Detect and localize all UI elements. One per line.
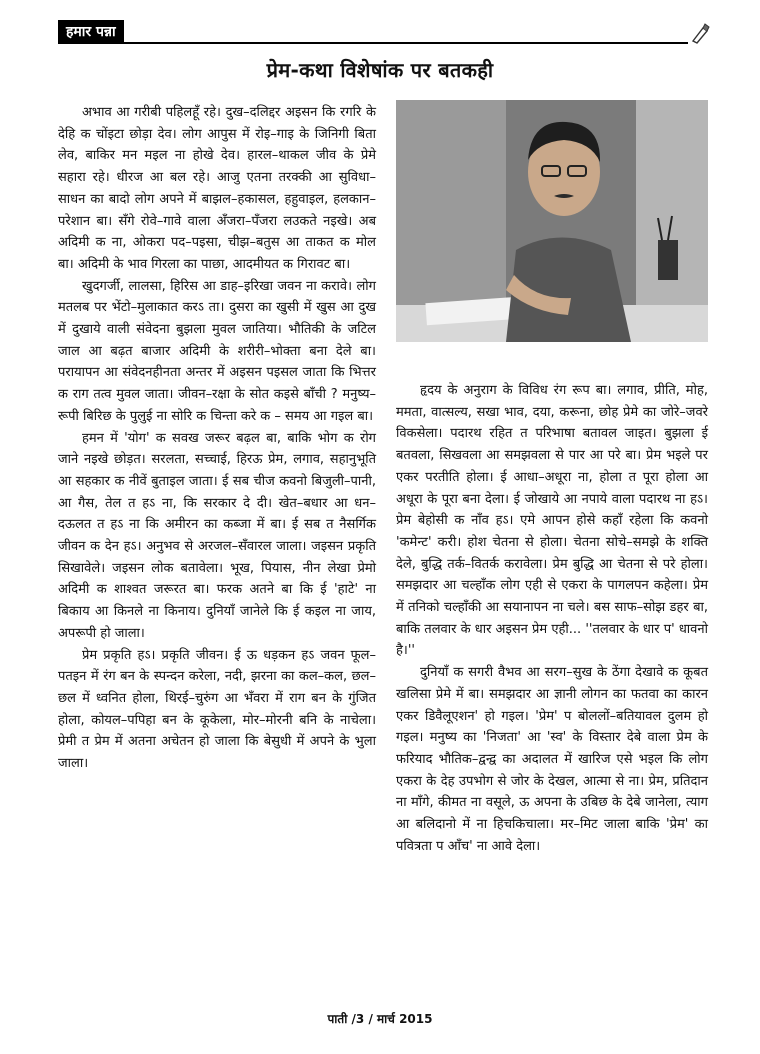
author-portrait xyxy=(396,100,708,342)
left-column xyxy=(58,102,376,775)
paragraph: प्रेम प्रकृति हऽ। प्रकृति जीवन। ई ऊ धड़कन हऽ जवन फूल–पतइन में रंग बन के स्पन्दन करेला, नदी, झरना का कल–कल, छल–छल में ध्वनित होला, थिरई–चुरुंग आ भँवरा में राग बन के गुंजित होला, कोयल–पपिहा बन के कूकेला, मोर–मोरनी बनि के नाचेला। प्रेमी त प्रेम में अतना अचेतन हो जाला कि बेसुधी में अपने के भुला जाला। xyxy=(58,647,376,772)
paragraph: हमन में 'योग' क सवख जरूर बढ़ल बा, बाकि भोग क रोग जाने नइखे छोड़त। सरलता, सच्चाई, हिरऊ प्रेम, लगाव, सहानुभूति आ सहकार क नीवें बुताइल जाता। ई सब चीज कवनो बिजुली–पानी, आ गैस, तेल त हऽ ना, कि सरकार दे दी। खेत–बधार आ धन–दऊलत त हऽ ना कि अमीरन का कब्जा में बा। ई सब त नैसर्गिक जीवन क देन हऽ। अनुभव से अरजल–सँवारल जाला। जइसन प्रकृति सिखावेले। जइसन लोक बतावेला। भूख, पियास, नीन लेखा प्रेमो अदिमी क शाश्वत जरूरत बा। फरक अतने बा कि ई 'हाटे' ना बिकाय आ किनले ना किनाय। दुनियाँ जानेले कि ई कइल ना जाय, अपरूपी हो जाला। xyxy=(58,430,376,641)
article-title: प्रेम-कथा विशेषांक पर बतकही xyxy=(266,58,494,82)
page-footer: पाती /3 / मार्च 2015 xyxy=(327,1012,433,1026)
paragraph: खुदगर्जी, लालसा, हिरिस आ डाह–इरिखा जवन ना करावे। लोग मतलब पर भेंटो–मुलाकात करऽ ता। दुसरा का खुसी में खुस आ दुख में दुखाये वाली संवेदना बुझला मुवल जातिया। भौतिकी के जटिल जाल आ बढ़त बाजार अदिमी के शरीरी–भोक्ता बना देले बा। परायापन आ संवेदनहीनता अन्तर में अइसन पइसल जाता कि भित्तर क राग तत्व मुवल जाता। जीवन–रक्षा के सोत कइसे बाँची ? मनुष्य–रूपी बिरिछ के पुलुई ना सोरि क चिन्ता करे क – समय आ गइल बा। xyxy=(58,278,376,424)
right-column xyxy=(396,380,708,857)
paragraph: हृदय के अनुराग के विविध रंग रूप बा। लगाव, प्रीति, मोह, ममता, वात्सल्य, सखा भाव, दया, करूना, छोह प्रेमे का जोरे–जवरे विकसेला। पदारथ रहित त परिभाषा बतावल जाइत। बुझला ई बतवला, सिखवला आ समझवला से पार आ परे बा। प्रेम भइले पर एकर परतीति होला। ई आधा–अधूरा ना, होला त पूरा होला आ अधूरा के पूरा बना देला। ई जोखाये आ नपाये वाला पदारथ ना हऽ। प्रेम बेहोसी क नाँव हऽ। एमे आपन होसे कहाँ रहेला कि कवनो 'कमेन्ट' करी। होश चेतना से होला। चेतना सोचे–समझे के शक्ति देले, बुद्धि तर्क–वितर्क करावेला। प्रेम बुद्धि आ चेतना से परे होला। समझदार आ चल्हाँक लोग एही से एकरा के पागलपन कहेला। प्रेम में तनिको चल्हाँकी आ सयानापन ना चले। बस साफ–सोझ डहर बा, बाकि तलवार के धार अइसन प्रेम एही... ''तलवार के धार प' धावनो है।'' xyxy=(396,383,709,659)
section-label: हमार पन्ना xyxy=(58,20,124,44)
pen-nib-icon xyxy=(690,22,710,44)
header-rule xyxy=(58,42,688,44)
page-header xyxy=(58,20,710,46)
paragraph: दुनियाँ क सगरी वैभव आ सरग–सुख के ठेंगा देखावे क कूबत खलिसा प्रेमे में बा। समझदार आ ज्ञानी लोगन का फतवा का कारन एकर डिवैलूएशन' हो गइल। 'प्रेम' प बोललों–बतियावल दुलम हो गइल। मनुष्य का 'निजता' आ 'स्व' के विस्तार देबे वाला प्रेम के फरियाद भौतिक–द्वन्द्व का अदालत में खारिज एसे भइल कि लोग एकरा के देह उपभोग से जोर के देखल, आत्मा से ना। प्रेम, प्रतिदान ना माँगे, कीमत ना वसूले, ऊ अपना के उबिछ के देबे जानेला, त्याग आ बलिदानो में ना हिचकिचाला। मर–मिट जाला बाकि 'प्रेम' का पवित्रता प आँच' ना आवे देला। xyxy=(396,665,708,854)
paragraph: अभाव आ गरीबी पहिलहूँ रहे। दुख–दलिद्दर अइसन कि रगरि के देहि क चोंइटा छोड़ा देव। लोग आपुस में रोइ–गाइ के जिनिगी बिता लेव, बाकिर मन मइल ना होखे देव। हारल–थाकल जीव के प्रेमे सहारा रहे। धीरज आ बल रहे। आजु एतना तरक्की आ सुविधा–साधन का बादो लोग अपने में बाझल–हकासल, हहुवाइल, हलकान–परेशान बा। सँगे रोवे–गावे वाला अँजरा–पँजरा लउकते नइखे। अब अदिमी क ना, ओकरा पद–पइसा, चीझ–बतुस आ ताकत क मोल बा। अदिमी के भाव गिरला का पाछा, आदमीयत क गिरावट बा। xyxy=(58,105,376,272)
portrait-illustration xyxy=(396,100,708,342)
